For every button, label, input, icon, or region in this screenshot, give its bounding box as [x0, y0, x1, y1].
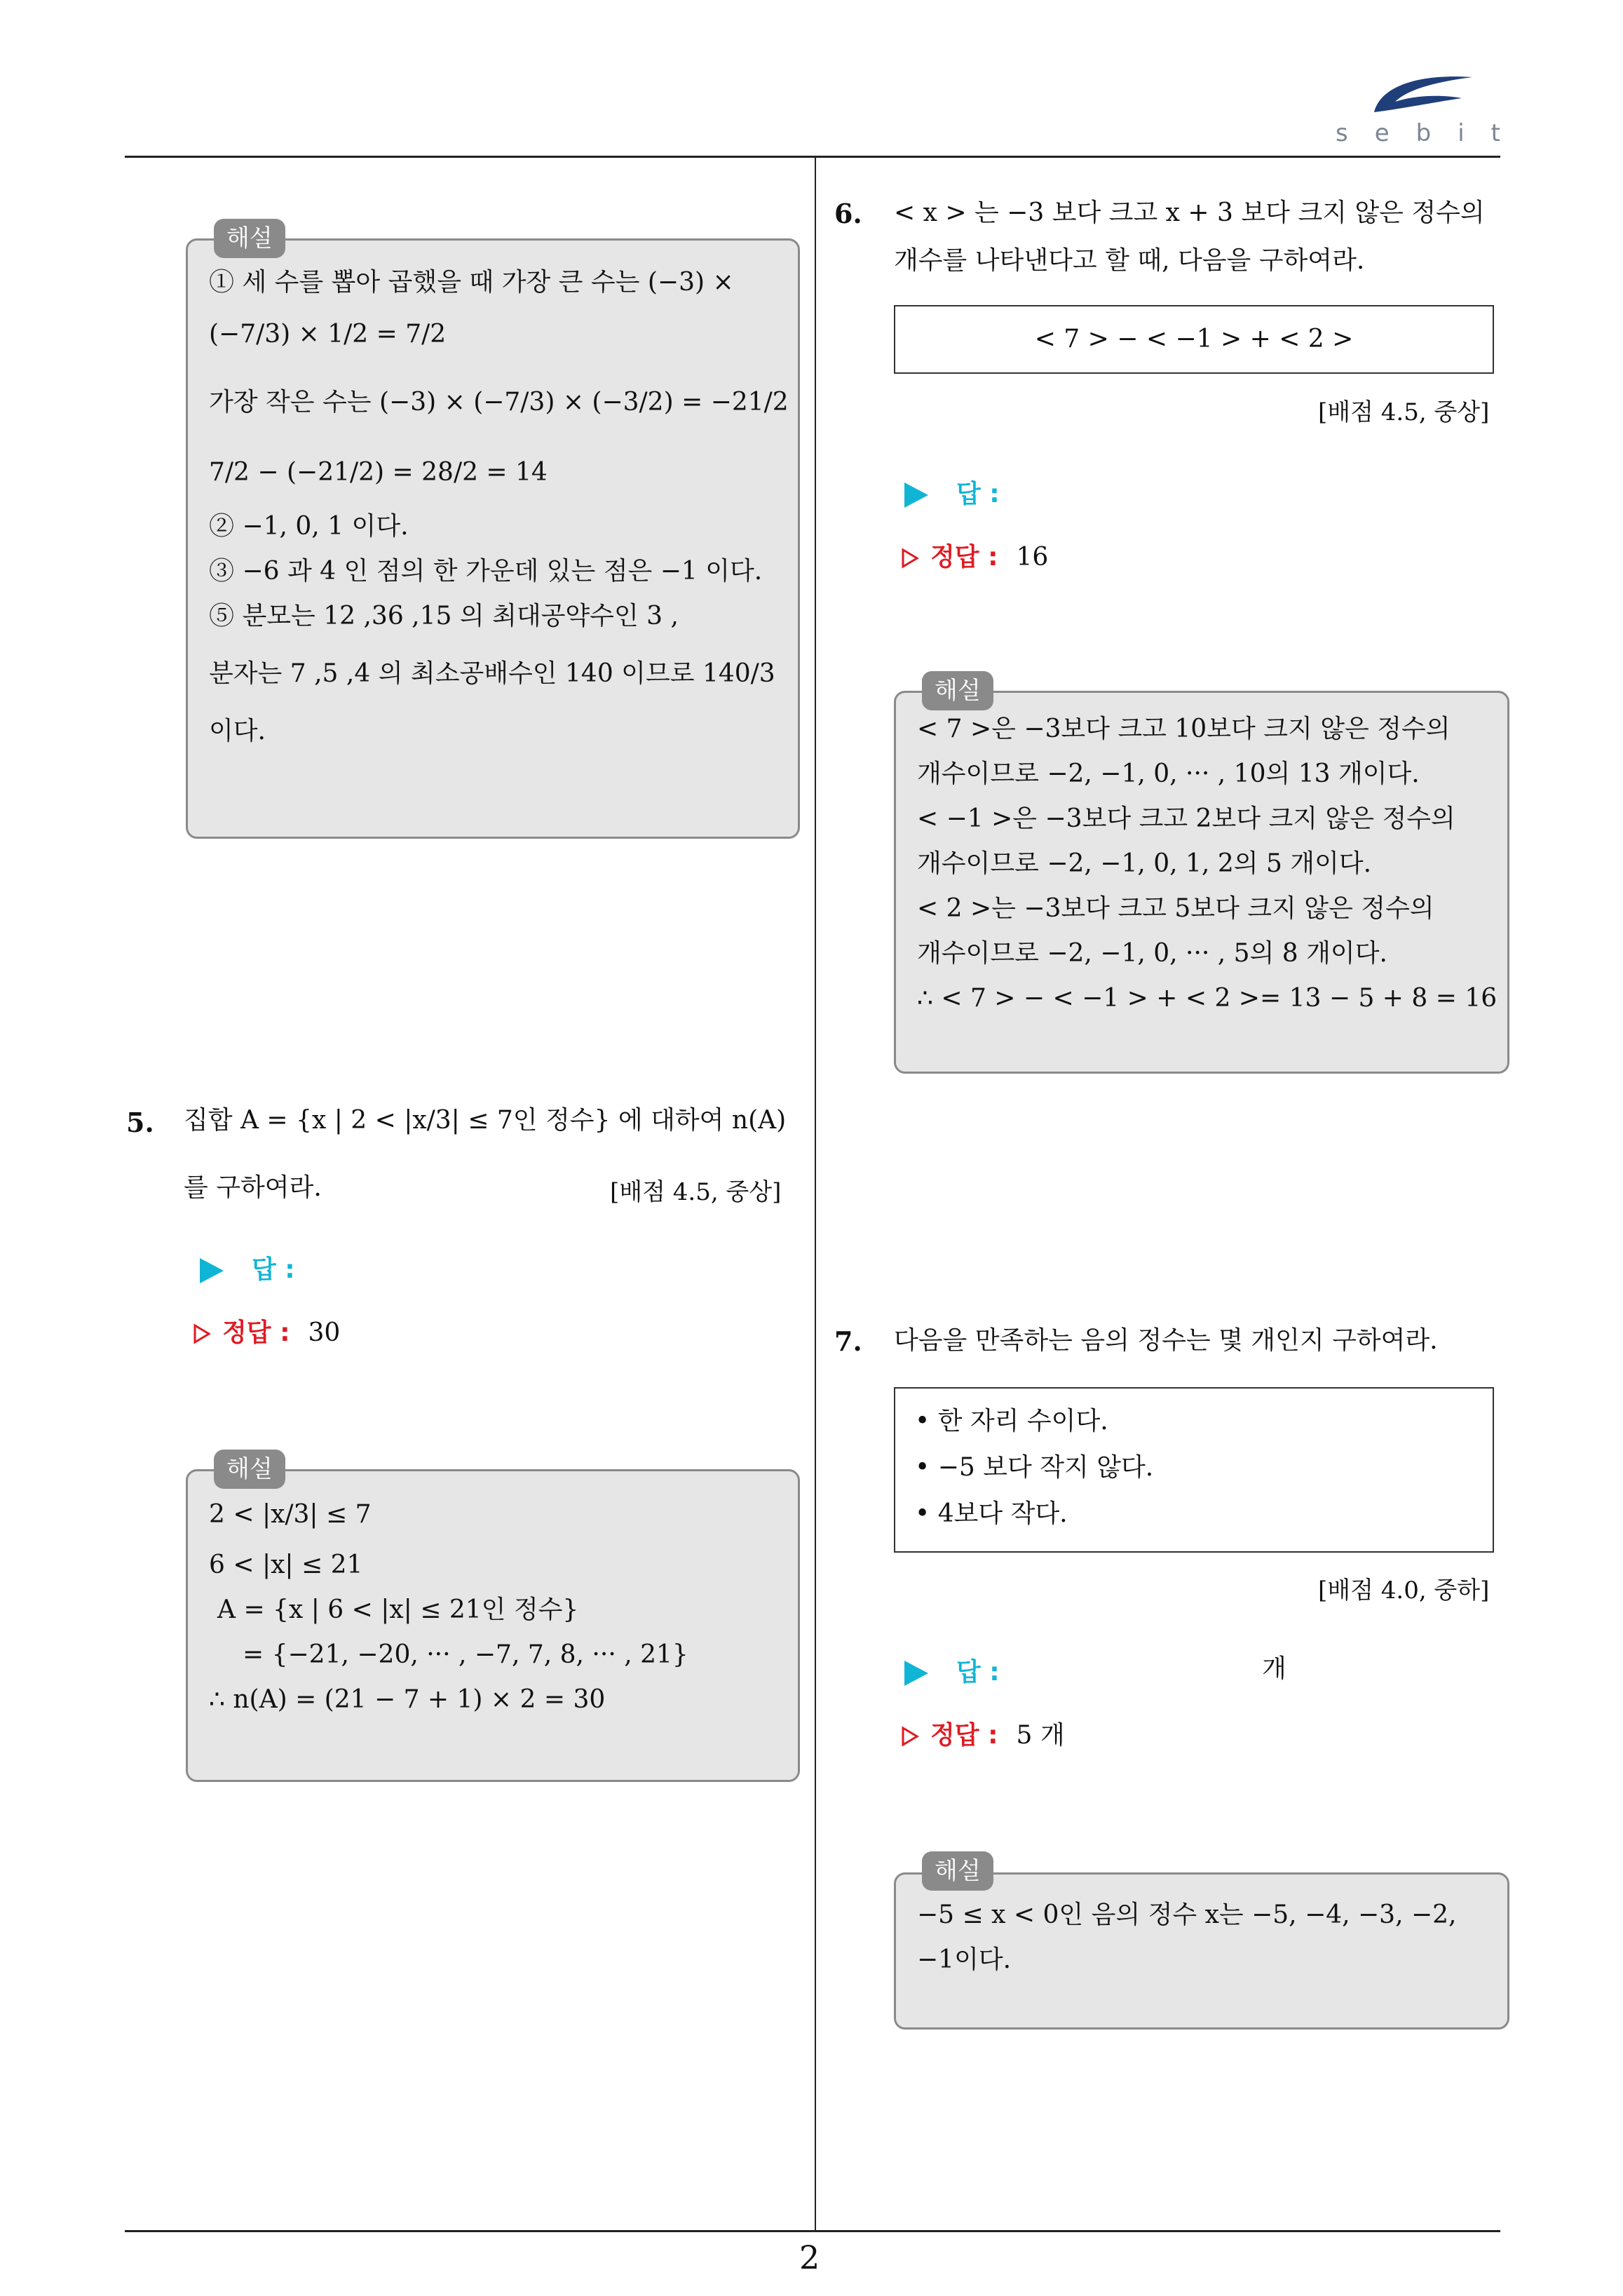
score-label: [배점 4.0, 중하]	[1318, 1576, 1490, 1605]
solution-tag: 해설	[214, 219, 285, 258]
question-box-text: < 7 > − < −1 > + < 2 >	[1034, 325, 1354, 353]
correct-label: 정답 :	[930, 1721, 998, 1750]
question-text: 개수를 나타낸다고 할 때, 다음을 구하여라.	[894, 246, 1365, 275]
answer-label: 답 :	[252, 1255, 295, 1284]
solution-line: −5 ≤ x < 0인 음의 정수 x는 −5, −4, −3, −2,	[917, 1900, 1457, 1929]
solution-box	[894, 1872, 1509, 2030]
correct-value: 16	[1016, 543, 1049, 572]
question-number: 6.	[834, 198, 862, 229]
solution-line: 6 < |x| ≤ 21	[209, 1551, 363, 1579]
outline-triangle-icon	[901, 1726, 919, 1747]
outline-triangle-icon	[193, 1323, 211, 1344]
correct-answer-row	[901, 1715, 1065, 1751]
solution-tag: 해설	[214, 1450, 285, 1489]
answer-unit: 개	[1262, 1654, 1286, 1683]
condition-text: 한 자리 수이다.	[937, 1407, 1108, 1436]
solution-line: < 7 >은 −3보다 크고 10보다 크지 않은 정수의	[917, 715, 1451, 743]
correct-answer-row	[901, 537, 1048, 573]
solution-line: = {−21, −20, ··· , −7, 7, 8, ··· , 21}	[243, 1640, 688, 1669]
question-text: 를 구하여라.	[184, 1173, 322, 1202]
solution-line: (−7/3) × 1/2 = 7/2	[209, 320, 447, 349]
solution-line: ⑤ 분모는 12 ,36 ,15 의 최대공약수인 3 ,	[209, 602, 679, 630]
condition-text: 4보다 작다.	[937, 1499, 1068, 1528]
solution-tag: 해설	[922, 671, 993, 710]
answer-label: 답 :	[956, 480, 1000, 508]
footer-rule	[125, 2230, 1500, 2232]
condition-item: • 한 자리 수이다.	[915, 1407, 1108, 1436]
solution-line: 개수이므로 −2, −1, 0, 1, 2의 5 개이다.	[917, 849, 1372, 878]
score-label: [배점 4.5, 중상]	[1318, 398, 1490, 426]
solution-line: < 2 >는 −3보다 크고 5보다 크지 않은 정수의	[917, 894, 1434, 923]
solution-line: ① 세 수를 뽑아 곱했을 때 가장 큰 수는 (−3) ×	[209, 268, 734, 297]
question-text: 집합 A = {x | 2 < |x/3| ≤ 7인 정수} 에 대하여 n(A)	[184, 1106, 787, 1135]
solution-line: 개수이므로 −2, −1, 0, ··· , 10의 13 개이다.	[917, 759, 1420, 788]
play-triangle-icon	[904, 1661, 928, 1686]
question-number: 5.	[126, 1107, 154, 1138]
solution-line: 7/2 − (−21/2) = 28/2 = 14	[209, 458, 548, 487]
solution-line: ③ −6 과 4 인 점의 한 가운데 있는 점은 −1 이다.	[209, 557, 763, 586]
question-text: 다음을 만족하는 음의 정수는 몇 개인지 구하여라.	[894, 1326, 1438, 1355]
correct-label: 정답 :	[222, 1318, 290, 1347]
answer-row[interactable]	[904, 474, 1000, 510]
solution-box	[894, 691, 1509, 1074]
solution-box	[186, 1469, 800, 1782]
solution-line: 이다.	[209, 717, 266, 745]
solution-line: ② −1, 0, 1 이다.	[209, 512, 409, 541]
solution-line: 가장 작은 수는 (−3) × (−7/3) × (−3/2) = −21/2	[209, 388, 789, 417]
solution-line: < −1 >은 −3보다 크고 2보다 크지 않은 정수의	[917, 804, 1455, 833]
correct-value: 5 개	[1016, 1721, 1065, 1750]
condition-box	[894, 1387, 1494, 1553]
condition-text: −5 보다 작지 않다.	[937, 1453, 1154, 1482]
solution-box	[186, 238, 800, 839]
play-triangle-icon	[904, 482, 928, 508]
solution-line: −1이다.	[917, 1945, 1012, 1974]
logo-text: sebit	[1336, 119, 1527, 147]
solution-line: 개수이므로 −2, −1, 0, ··· , 5의 8 개이다.	[917, 939, 1387, 968]
correct-label: 정답 :	[930, 543, 998, 572]
solution-line: 분자는 7 ,5 ,4 의 최소공배수인 140 이므로 140/3	[209, 659, 775, 688]
condition-item: • 4보다 작다.	[915, 1499, 1068, 1528]
question-box	[894, 305, 1494, 374]
condition-item: • −5 보다 작지 않다.	[915, 1453, 1154, 1482]
header-rule	[125, 156, 1500, 158]
answer-label: 답 :	[956, 1658, 1000, 1687]
solution-line: ∴ n(A) = (21 − 7 + 1) × 2 = 30	[209, 1685, 606, 1714]
outline-triangle-icon	[901, 548, 919, 569]
solution-line: ∴ < 7 > − < −1 > + < 2 >= 13 − 5 + 8 = 16	[917, 984, 1498, 1013]
score-label: [배점 4.5, 중상]	[610, 1178, 782, 1206]
correct-value: 30	[308, 1318, 341, 1347]
play-triangle-icon	[200, 1258, 224, 1283]
logo-swoosh-icon	[1367, 70, 1479, 119]
answer-row[interactable]	[200, 1250, 295, 1285]
answer-row[interactable]	[904, 1652, 1000, 1688]
question-text: < x > 는 −3 보다 크고 x + 3 보다 크지 않은 정수의	[894, 198, 1485, 227]
logo	[1367, 70, 1479, 119]
solution-tag: 해설	[922, 1851, 993, 1891]
question-number: 7.	[834, 1325, 862, 1357]
solution-line: A = {x | 6 < |x| ≤ 21인 정수}	[217, 1595, 579, 1624]
page-number: 2	[799, 2238, 820, 2276]
column-divider	[815, 156, 816, 2231]
correct-answer-row	[193, 1313, 340, 1349]
solution-line: 2 < |x/3| ≤ 7	[209, 1500, 372, 1529]
